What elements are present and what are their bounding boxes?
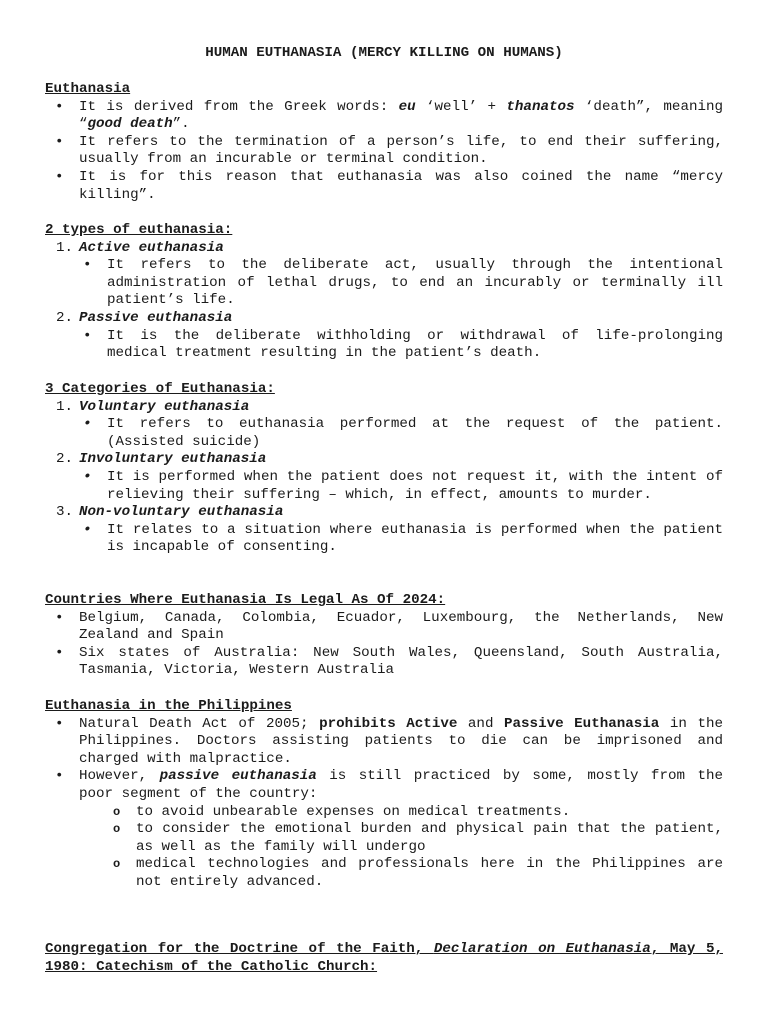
list-item	[45, 328, 723, 363]
list-item	[45, 610, 723, 645]
list-item	[45, 804, 723, 822]
section-euthanasia	[45, 81, 723, 204]
emphasis: Passive Euthanasia	[504, 715, 660, 732]
bullet-list	[45, 522, 723, 557]
bullet-icon: •	[55, 98, 64, 115]
text: ‘well’ +	[415, 98, 507, 115]
bullet-list	[45, 469, 723, 504]
numbered-item	[45, 399, 723, 417]
bullet-icon: •	[83, 468, 92, 485]
text: medical technologies and professionals here in the Philippines are not entirely advanced.	[136, 856, 723, 890]
item-title: Non-voluntary euthanasia	[79, 504, 284, 521]
text: ‘death”, meaning “	[79, 98, 724, 133]
item-title: Active euthanasia	[79, 239, 224, 256]
bullet-list	[45, 416, 723, 451]
circle-bullet-icon: o	[113, 822, 121, 837]
text: It is derived from the Greek words:	[79, 98, 399, 115]
list-item	[45, 416, 723, 451]
item-number: 1.	[56, 398, 74, 415]
text: It refers to the deliberate act, usually through the intentional administration of lethal drugs, to end an incurably or terminally ill patient’s life.	[107, 257, 723, 309]
list-item	[45, 768, 723, 803]
list-item	[45, 169, 723, 204]
text: It is the deliberate withholding or withdrawal of life-prolonging medical treatment resulting in the patient’s death.	[107, 327, 723, 362]
text: It relates to a situation where euthanasia is performed when the patient is incapable of consenting.	[107, 521, 723, 556]
bullet-list	[45, 610, 723, 680]
circle-bullet-icon: o	[113, 857, 121, 872]
circle-bullet-icon: o	[113, 804, 121, 819]
bullet-icon: •	[55, 644, 64, 661]
emphasis: good death	[87, 116, 173, 133]
bullet-icon: •	[55, 168, 64, 185]
section-types	[45, 222, 723, 363]
bullet-list	[45, 257, 723, 310]
text: in the Philippines. Doctors assisting patients to die can be imprisoned and charged with malpractice.	[79, 715, 723, 767]
section-heading: 3 Categories of Euthanasia:	[45, 381, 275, 397]
item-title: Passive euthanasia	[79, 309, 233, 326]
document-title: HUMAN EUTHANASIA (MERCY KILLING ON HUMANS)	[205, 45, 563, 61]
list-item	[45, 645, 723, 680]
item-number: 2.	[56, 309, 74, 326]
sub-bullet-list	[45, 804, 723, 892]
text: It refers to the termination of a person’s life, to end their suffering, usually from an incurable or terminal condition.	[79, 133, 723, 168]
bullet-list	[45, 328, 723, 363]
text: It is performed when the patient does not request it, with the intent of relieving their suffering – which, in effect, amounts to murder.	[107, 468, 723, 503]
section-countries	[45, 592, 723, 680]
emphasis: prohibits Active	[319, 715, 458, 732]
section-philippines	[45, 698, 723, 892]
bullet-icon: •	[83, 327, 92, 344]
greek-word: eu	[398, 98, 416, 115]
bullet-icon: •	[83, 521, 92, 538]
list-item	[45, 99, 723, 134]
bullet-list	[45, 716, 723, 804]
numbered-item	[45, 310, 723, 328]
list-item	[45, 821, 723, 856]
text: and	[457, 715, 505, 732]
bullet-icon: •	[55, 609, 64, 626]
section-heading: 2 types of euthanasia:	[45, 222, 233, 238]
list-item	[45, 716, 723, 769]
list-item	[45, 257, 723, 310]
list-item	[45, 469, 723, 504]
text: is still practiced by some, mostly from the poor segment of the country:	[79, 768, 723, 802]
emphasis: passive euthanasia	[159, 768, 317, 785]
numbered-item	[45, 451, 723, 469]
bullet-icon: •	[83, 257, 92, 274]
item-title: Voluntary euthanasia	[79, 398, 250, 415]
document-title-italic: Declaration on Euthanasia	[433, 941, 651, 957]
section-heading: Euthanasia in the Philippines	[45, 698, 292, 714]
bullet-icon: •	[55, 133, 64, 150]
text: Natural Death Act of 2005;	[79, 715, 320, 732]
bullet-icon: •	[83, 416, 92, 433]
section-references	[45, 941, 723, 976]
list-item	[45, 522, 723, 557]
text: ”.	[172, 116, 190, 133]
item-number: 1.	[56, 239, 74, 256]
item-number: 3.	[56, 504, 74, 521]
bullet-icon: •	[55, 715, 64, 732]
text: However,	[79, 768, 160, 785]
item-title: Involuntary euthanasia	[79, 451, 267, 468]
bullet-list	[45, 99, 723, 205]
section-heading: Euthanasia	[45, 81, 131, 97]
text: to consider the emotional burden and physical pain that the patient, as well as the family will undergo	[136, 821, 723, 855]
bullet-icon: •	[55, 768, 64, 785]
text: to avoid unbearable expenses on medical treatments.	[136, 803, 571, 820]
item-number: 2.	[56, 451, 74, 468]
greek-word: thanatos	[506, 98, 575, 115]
numbered-item	[45, 240, 723, 258]
numbered-item	[45, 504, 723, 522]
text: Congregation for the Doctrine of the Faith,	[45, 941, 434, 957]
text: Belgium, Canada, Colombia, Ecuador, Luxembourg, the Netherlands, New Zealand and Spain	[79, 609, 723, 644]
section-categories	[45, 381, 723, 557]
text: It is for this reason that euthanasia was also coined the name “mercy killing”.	[79, 168, 723, 203]
text: , May 5, 1980: Catechism of the Catholic Church:	[45, 941, 723, 975]
text: It refers to euthanasia performed at the request of the patient. (Assisted suicide)	[107, 416, 723, 450]
list-item	[45, 134, 723, 169]
list-item	[45, 856, 723, 891]
section-heading: Countries Where Euthanasia Is Legal As Of 2024:	[45, 592, 446, 608]
text: Six states of Australia: New South Wales, Queensland, South Australia, Tasmania, Victoria, Western Australia	[79, 644, 723, 679]
